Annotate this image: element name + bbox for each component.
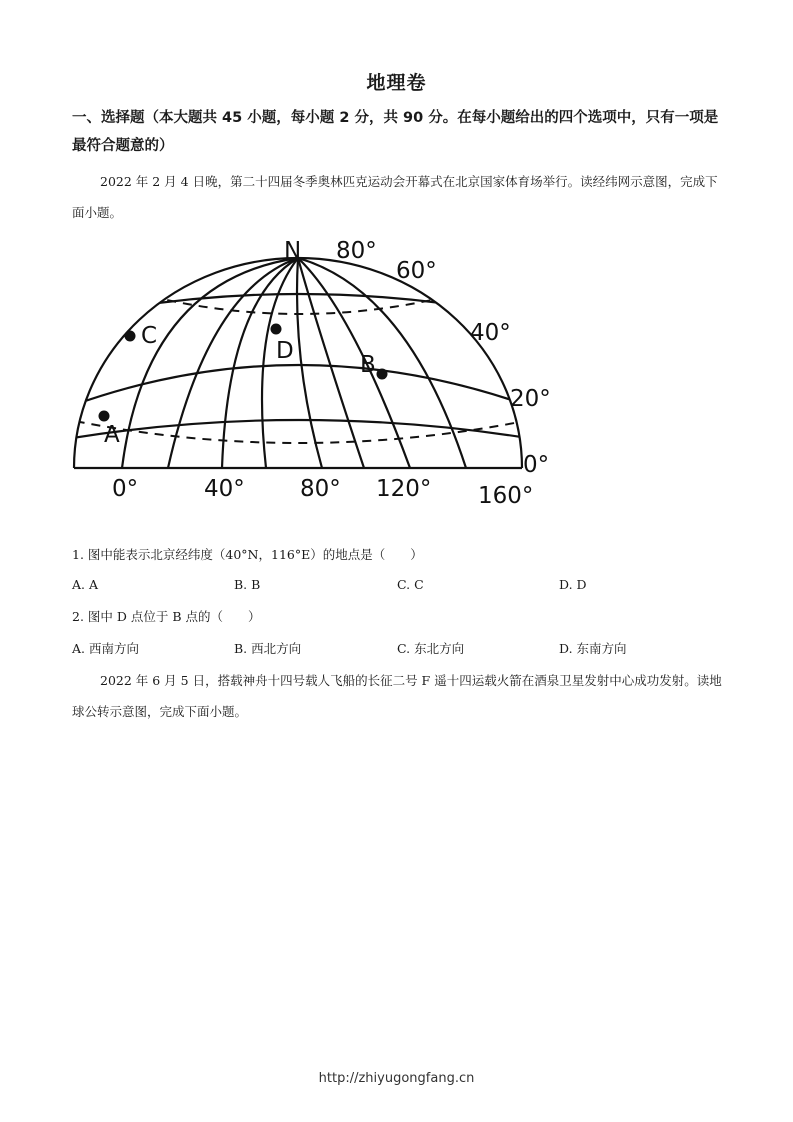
graticule-map: [66, 230, 551, 515]
intro-paragraph-1: 2022 年 2 月 4 日晚，第二十四届冬季奥林匹克运动会开幕式在北京国家体育场举行。读经纬网示意图，完成下面小题。: [72, 174, 718, 220]
graticule-figure: [66, 230, 551, 515]
q2-option-d: D. 东南方向: [559, 641, 627, 656]
lon-label-0: 0°: [112, 476, 139, 502]
lat-label-0: 0°: [523, 452, 550, 478]
lat-label-80: 80°: [336, 238, 377, 264]
point-label-a: A: [104, 422, 120, 448]
section-heading: 一、选择题（本大题共 45 小题，每小题 2 分，共 90 分。在每小题给出的四个选项中，只有一项是最符合题意的）: [72, 110, 719, 154]
lat-label-60: 60°: [396, 258, 437, 284]
q1-option-c: C. C: [397, 577, 424, 592]
q1-option-b: B. B: [234, 577, 261, 592]
point-label-d: D: [276, 338, 294, 364]
question-2: 2. 图中 D 点位于 B 点的（ ）: [72, 609, 261, 624]
lon-label-80: 80°: [300, 476, 341, 502]
point-d-marker: [271, 324, 282, 335]
point-label-b: B: [360, 352, 376, 378]
q1-option-d: D. D: [559, 577, 587, 592]
q1-option-a: A. A: [72, 577, 99, 592]
point-label-c: C: [141, 323, 158, 349]
question-1: 1. 图中能表示北京经纬度（40°N，116°E）的地点是（ ）: [72, 547, 423, 562]
lon-label-40: 40°: [204, 476, 245, 502]
point-c-marker: [125, 331, 136, 342]
point-a-marker: [99, 411, 110, 422]
footer-url: http://zhiyugongfang.cn: [318, 1071, 475, 1086]
page-title: 地理卷: [366, 72, 427, 94]
lon-label-160: 160°: [478, 483, 534, 509]
north-label: N: [284, 238, 302, 264]
q2-option-b: B. 西北方向: [234, 641, 302, 656]
lon-label-120: 120°: [376, 476, 432, 502]
lat-label-20: 20°: [510, 386, 551, 412]
lat-label-40: 40°: [470, 320, 511, 346]
point-b-marker: [377, 369, 388, 380]
intro-paragraph-2: 2022 年 6 月 5 日，搭载神舟十四号载人飞船的长征二号 F 遥十四运载火箭在酒泉卫星发射中心成功发射。读地球公转示意图，完成下面小题。: [72, 673, 722, 719]
q2-option-c: C. 东北方向: [397, 641, 465, 656]
q2-option-a: A. 西南方向: [72, 641, 139, 656]
